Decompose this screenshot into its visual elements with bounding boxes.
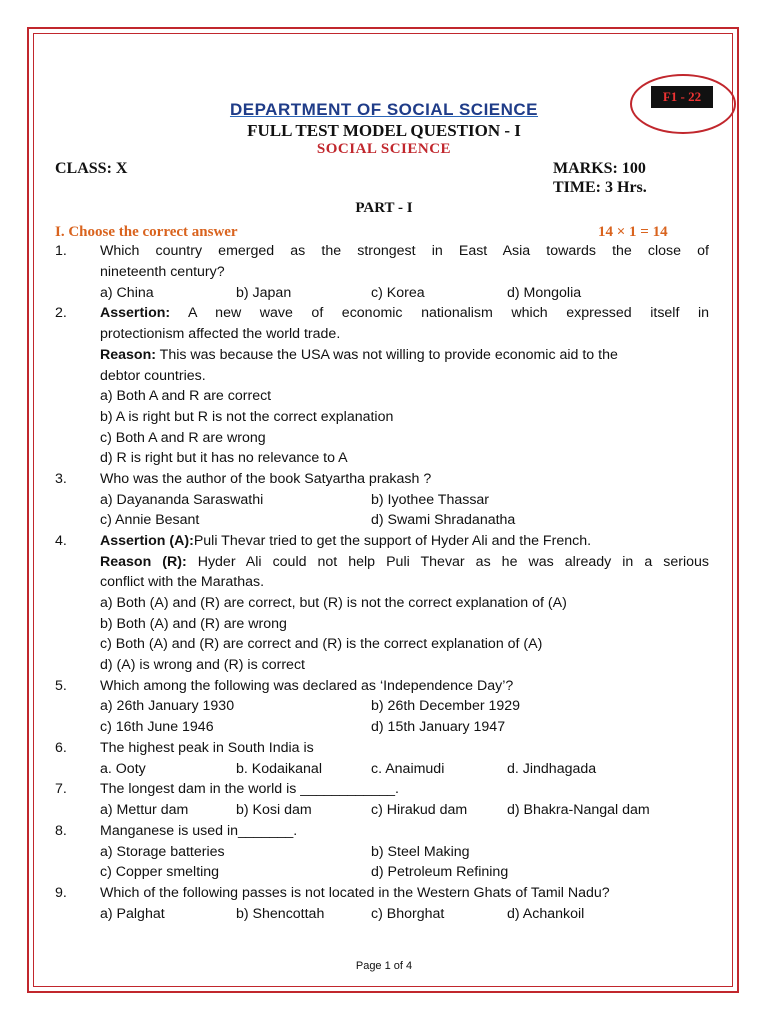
question-number: 7. <box>55 781 67 797</box>
option: c. Anaimudi <box>371 761 445 777</box>
option: b) Steel Making <box>371 844 470 860</box>
option: c) 16th June 1946 <box>100 719 214 735</box>
test-title: FULL TEST MODEL QUESTION - I <box>247 121 521 140</box>
question-number: 1. <box>55 243 67 259</box>
option: d) Bhakra-Nangal dam <box>507 802 650 818</box>
page-number: Page 1 of 4 <box>355 960 413 972</box>
option: c) Bhorghat <box>371 906 445 922</box>
option: a) 26th January 1930 <box>100 698 235 714</box>
department-title: DEPARTMENT OF SOCIAL SCIENCE <box>229 100 539 119</box>
class-label: CLASS: X <box>55 160 128 177</box>
option: b) Kosi dam <box>236 802 312 818</box>
reason-label: Reason (R): <box>100 554 187 570</box>
option: a) Both (A) and (R) are correct, but (R) is not the correct explanation of (A) <box>100 595 567 611</box>
question-number: 3. <box>55 471 67 487</box>
option: b) Shencottah <box>236 906 325 922</box>
option: a. Ooty <box>100 761 146 777</box>
question-number: 2. <box>55 305 67 321</box>
option: d) Achankoil <box>507 906 585 922</box>
option: b) Both (A) and (R) are wrong <box>100 616 287 632</box>
section-marks: 14 × 1 = 14 <box>598 224 668 240</box>
option: d) (A) is wrong and (R) is correct <box>100 657 305 673</box>
option: d) Mongolia <box>507 285 582 301</box>
option: a) Storage batteries <box>100 844 225 860</box>
marks-label: MARKS: 100 <box>553 160 646 177</box>
option: c) Korea <box>371 285 425 301</box>
option: d. Jindhagada <box>507 761 597 777</box>
option: b) Iyothee Thassar <box>371 492 490 508</box>
part-heading: PART - I <box>355 200 413 216</box>
time-label: TIME: 3 Hrs. <box>553 179 647 196</box>
option: d) 15th January 1947 <box>371 719 506 735</box>
option: d) Swami Shradanatha <box>371 512 516 528</box>
option: a) China <box>100 285 154 301</box>
option: a) Mettur dam <box>100 802 189 818</box>
question-text: nineteenth century? <box>100 264 225 280</box>
option: c) Copper smelting <box>100 864 220 880</box>
assertion-label: Assertion: <box>100 305 171 321</box>
option: d) Petroleum Refining <box>371 864 509 880</box>
option: a) Palghat <box>100 906 165 922</box>
question-text <box>100 346 618 364</box>
reason-text: Hyder Ali could not help Puli Thevar as he was already in a serious <box>186 554 709 570</box>
option: b. Kodaikanal <box>236 761 322 777</box>
option: c) Both A and R are wrong <box>100 430 266 446</box>
option: d) R is right but it has no relevance to A <box>100 450 348 466</box>
code-badge-label: F1 - 22 <box>651 86 713 108</box>
question-text: Manganese is used in_______. <box>100 823 298 839</box>
option: b) A is right but R is not the correct explanation <box>100 409 394 425</box>
question-number: 9. <box>55 885 67 901</box>
option: c) Annie Besant <box>100 512 200 528</box>
reason-text: This was because the USA was not willing to provide economic aid to the <box>155 347 618 363</box>
section-title: I. Choose the correct answer <box>55 224 238 240</box>
question-text: Which of the following passes is not located in the Western Ghats of Tamil Nadu? <box>100 885 610 901</box>
question-number: 5. <box>55 678 67 694</box>
question-number: 8. <box>55 823 67 839</box>
question-text <box>100 532 591 550</box>
option: a) Dayananda Saraswathi <box>100 492 264 508</box>
question-text: protectionism affected the world trade. <box>100 326 341 342</box>
question-number: 4. <box>55 533 67 549</box>
question-text <box>100 304 709 322</box>
question-text: The longest dam in the world is ____________. <box>100 781 399 797</box>
option: b) Japan <box>236 285 292 301</box>
option: a) Both A and R are correct <box>100 388 272 404</box>
reason-label: Reason: <box>100 347 156 363</box>
question-number: 6. <box>55 740 67 756</box>
question-text <box>100 553 709 571</box>
option: c) Both (A) and (R) are correct and (R) is the correct explanation of (A) <box>100 636 543 652</box>
question-text: Which country emerged as the strongest in East Asia towards the close of <box>100 243 709 259</box>
question-text: debtor countries. <box>100 368 206 384</box>
option: b) 26th December 1929 <box>371 698 521 714</box>
assertion-text: A new wave of economic nationalism which expressed itself in <box>170 305 709 321</box>
question-text: Which among the following was declared as ‘Independence Day’? <box>100 678 514 694</box>
assertion-text: Puli Thevar tried to get the support of Hyder Ali and the French. <box>193 533 592 549</box>
option: c) Hirakud dam <box>371 802 468 818</box>
question-text: The highest peak in South India is <box>100 740 314 756</box>
subject-title: SOCIAL SCIENCE <box>316 141 452 157</box>
assertion-label: Assertion (A): <box>100 533 194 549</box>
question-text: Who was the author of the book Satyartha prakash ? <box>100 471 432 487</box>
question-text: conflict with the Marathas. <box>100 574 265 590</box>
